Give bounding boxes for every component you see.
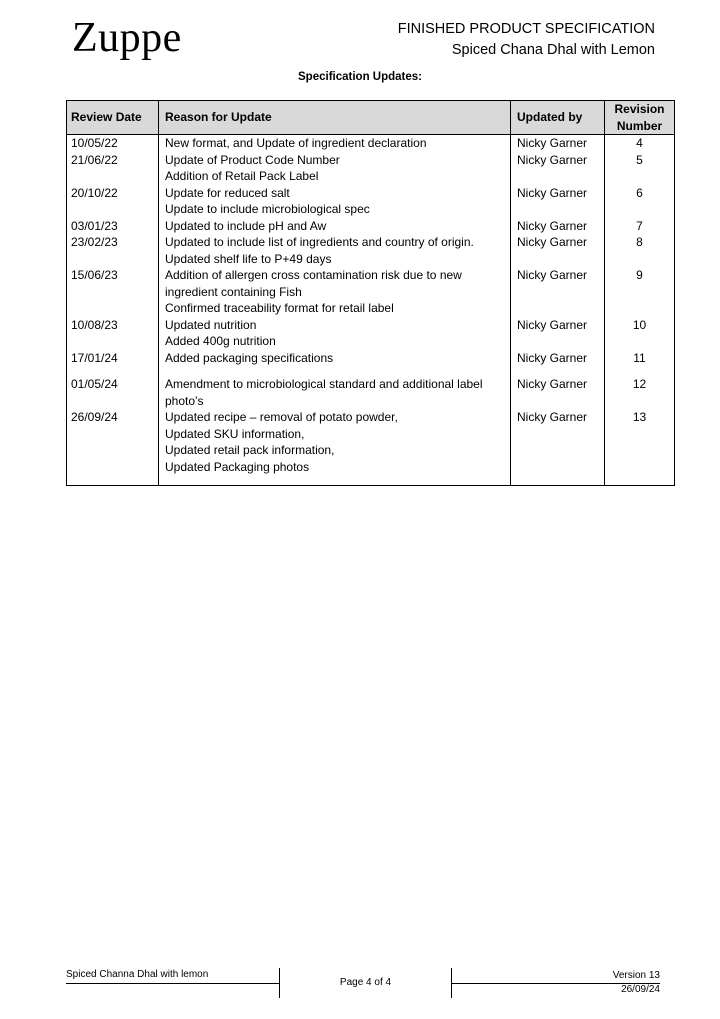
- footer-rule-left: [66, 983, 279, 984]
- table-row: [67, 234, 675, 267]
- table-row: [67, 267, 675, 317]
- revision-number-cell: 9: [605, 267, 675, 317]
- table-body: [67, 135, 675, 486]
- reason-line: Updated shelf life to P+49 days: [165, 251, 332, 266]
- reason-line: Added packaging specifications: [165, 350, 334, 365]
- review-date-cell: 10/08/23: [67, 317, 159, 350]
- updated-by-cell: Nicky Garner: [511, 409, 605, 486]
- updated-by-cell: Nicky Garner: [511, 152, 605, 185]
- footer-product: Spiced Channa Dhal with lemon: [66, 969, 209, 980]
- updated-by-cell: Nicky Garner: [511, 267, 605, 317]
- review-date-cell: 23/02/23: [67, 234, 159, 267]
- revision-number-cell: 13: [605, 409, 675, 486]
- table-row: [67, 409, 675, 486]
- updated-by-cell: Nicky Garner: [511, 376, 605, 409]
- table-header-row: [67, 101, 675, 135]
- review-date-cell: 15/06/23: [67, 267, 159, 317]
- revision-number-cell: 6: [605, 185, 675, 218]
- reason-line: Updated nutrition: [165, 317, 257, 332]
- revision-number-cell: 7: [605, 218, 675, 235]
- updated-by-cell: Nicky Garner: [511, 234, 605, 267]
- reason-line: Updated recipe – removal of potato powder,: [165, 410, 398, 424]
- reason-line: New format, and Update of ingredient declaration: [165, 136, 427, 150]
- reason-cell: [159, 234, 511, 267]
- reason-cell: [159, 376, 511, 409]
- reason-line: ingredient containing Fish: [165, 284, 302, 299]
- updated-by-cell: Nicky Garner: [511, 317, 605, 350]
- reason-line: Updated to include pH and Aw: [165, 218, 327, 233]
- reason-line: Updated Packaging photos: [165, 459, 310, 474]
- footer-version: Version 13: [612, 970, 660, 981]
- updated-by-cell: Nicky Garner: [511, 185, 605, 218]
- table-row: [67, 376, 675, 409]
- table-row: [67, 135, 675, 152]
- footer-date: 26/09/24: [621, 984, 660, 995]
- column-header-review-date: Review Date: [67, 101, 159, 135]
- document-header: [398, 19, 655, 61]
- review-date-cell: 17/01/24: [67, 350, 159, 377]
- reason-cell: [159, 218, 511, 235]
- reason-line: Added 400g nutrition: [165, 334, 276, 348]
- reason-line: Updated to include list of ingredients and country of origin.: [165, 235, 474, 249]
- table-row: [67, 152, 675, 185]
- product-name: Spiced Chana Dhal with Lemon: [451, 42, 655, 58]
- section-title: Specification Updates:: [298, 71, 422, 83]
- table-row: [67, 317, 675, 350]
- column-header-revision-number: [605, 101, 675, 135]
- updated-by-cell: Nicky Garner: [511, 350, 605, 377]
- reason-cell: [159, 409, 511, 486]
- company-logo: Zuppe: [72, 15, 182, 61]
- table-row: [67, 185, 675, 218]
- reason-cell: [159, 267, 511, 317]
- reason-cell: [159, 152, 511, 185]
- review-date-cell: 26/09/24: [67, 409, 159, 486]
- specification-updates-table: [66, 100, 675, 486]
- reason-line: Updated SKU information,: [165, 426, 305, 441]
- revision-number-cell: 8: [605, 234, 675, 267]
- reason-line: Addition of allergen cross contamination risk due to new: [165, 268, 462, 282]
- reason-cell: [159, 185, 511, 218]
- reason-cell: [159, 350, 511, 377]
- reason-line: Addition of Retail Pack Label: [165, 169, 319, 183]
- revision-header-line: Revision: [614, 102, 665, 116]
- reason-line: Update of Product Code Number: [165, 152, 340, 167]
- revision-number-cell: 10: [605, 317, 675, 350]
- reason-line: Update for reduced salt: [165, 185, 290, 200]
- reason-line: photo’s: [165, 393, 204, 408]
- reason-line: Update to include microbiological spec: [165, 202, 370, 216]
- reason-line: Confirmed traceability format for retail label: [165, 301, 394, 315]
- footer-version-block: [613, 969, 660, 997]
- table-row: [67, 218, 675, 235]
- reason-line: Updated retail pack information,: [165, 443, 335, 457]
- updated-by-cell: Nicky Garner: [511, 135, 605, 152]
- reason-cell: [159, 135, 511, 152]
- table-row: [67, 350, 675, 377]
- revision-number-cell: 4: [605, 135, 675, 152]
- column-header-reason: Reason for Update: [159, 101, 511, 135]
- footer-divider-right: [451, 968, 452, 998]
- review-date-cell: 21/06/22: [67, 152, 159, 185]
- revision-number-cell: 11: [605, 350, 675, 377]
- number-header-line: Number: [616, 118, 663, 133]
- review-date-cell: 01/05/24: [67, 376, 159, 409]
- reason-cell: [159, 317, 511, 350]
- footer-page-number: Page 4 of 4: [339, 977, 392, 988]
- reason-line: Amendment to microbiological standard and additional label: [165, 377, 483, 391]
- review-date-cell: 03/01/23: [67, 218, 159, 235]
- revision-number-cell: 5: [605, 152, 675, 185]
- revision-number-cell: 12: [605, 376, 675, 409]
- review-date-cell: 10/05/22: [67, 135, 159, 152]
- review-date-cell: 20/10/22: [67, 185, 159, 218]
- column-header-updated-by: Updated by: [511, 101, 605, 135]
- updated-by-cell: Nicky Garner: [511, 218, 605, 235]
- document-type: FINISHED PRODUCT SPECIFICATION: [397, 21, 655, 37]
